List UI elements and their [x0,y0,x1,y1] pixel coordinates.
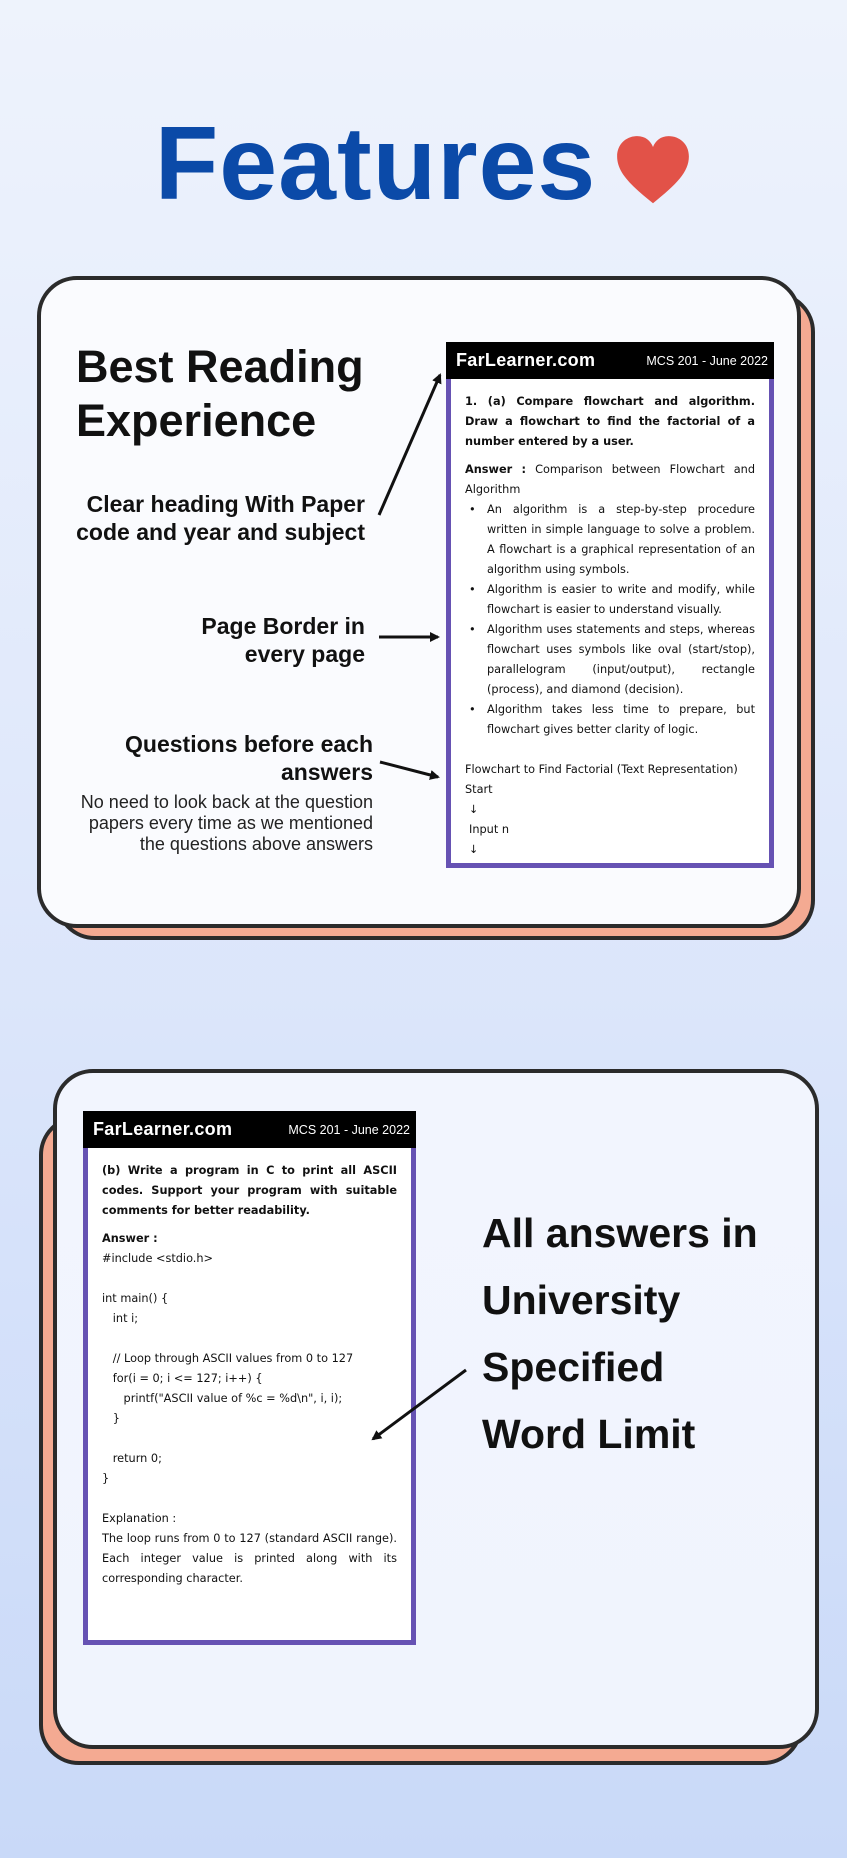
list-item: • Algorithm takes less time to prepare, but flowchart gives better clarity of logic. [469,700,755,740]
doc-paper-code: MCS 201 - June 2022 [288,1122,410,1137]
code-line: #include <stdio.h> [102,1252,214,1265]
label-questions [60,730,373,786]
list-item: • Algorithm is easier to write and modify, while flowchart is easier to understand visually. [469,580,755,620]
label-note [60,792,373,855]
code-line: int i; [102,1312,139,1325]
code-line [102,1269,397,1289]
doc-flow-line: ↓ [469,803,479,816]
doc-body [102,1161,397,1589]
headline-line: All answers in [482,1210,758,1256]
code-line [102,1429,397,1449]
label-line: code and year and subject [76,519,365,545]
headline-line: University [482,1277,681,1323]
code-line: for(i = 0; i <= 127; i++) { [102,1372,263,1385]
document-page-2 [83,1111,416,1645]
note-line: papers every time as we mentioned [88,813,373,833]
code-line: } [102,1472,110,1485]
note-line: No need to look back at the question [80,792,373,812]
doc-explanation-label: Explanation : [102,1512,177,1525]
note-line: the questions above answers [139,834,373,854]
list-item: • An algorithm is a step-by-step procedure written in simple language to solve a problem. A flowchart is a graphical representation of an algorithm using symbols. [469,500,755,580]
doc-flow-line: ↓ [469,843,479,856]
doc-flow-line: Input n [469,823,510,836]
doc-header [446,342,774,379]
doc-bullet-list [469,500,755,740]
card-2-headline [482,1200,758,1468]
code-line: // Loop through ASCII values from 0 to 127 [102,1352,354,1365]
headline-line: Word Limit [482,1411,696,1457]
doc-flow-title: Flowchart to Find Factorial (Text Representation) [465,763,738,776]
label-border [60,612,365,668]
code-line: return 0; [102,1452,162,1465]
headline-line: Best Reading [76,341,364,392]
code-block [102,1249,397,1489]
page-title [0,105,847,224]
headline-line: Experience [76,395,317,446]
doc-header [83,1111,416,1148]
doc-body [465,392,755,860]
doc-explanation: The loop runs from 0 to 127 (standard ASCII range). Each integer value is printed along with its corresponding character. [102,1532,397,1585]
label-heading [60,490,365,546]
list-item: • Algorithm uses statements and steps, whereas flowchart uses symbols like oval (start/stop), parallelogram (input/output), rectangle (process), and diamond (decision). [469,620,755,700]
label-line: Questions before each [125,731,373,757]
title-text: Features [154,106,597,222]
doc-flow-line: Start [465,783,493,796]
headline-line: Specified [482,1344,665,1390]
code-line: int main() { [102,1292,169,1305]
label-line: answers [280,759,373,785]
doc-brand: FarLearner.com [93,1119,233,1139]
answer-label: Answer : [465,463,527,476]
code-line [102,1329,397,1349]
answer-label: Answer : [102,1232,158,1245]
heart-icon [614,133,692,211]
card-1-headline [76,340,364,448]
code-line: } [102,1412,120,1425]
doc-question: (b) Write a program in C to print all ASCII codes. Support your program with suitable comments for better readability. [102,1164,397,1217]
doc-question: 1. (a) Compare flowchart and algorithm. Draw a flowchart to find the factorial of a number entered by a user. [465,395,755,448]
code-line: printf("ASCII value of %c = %d\n", i, i); [102,1392,343,1405]
document-page-1 [446,342,774,868]
doc-paper-code: MCS 201 - June 2022 [646,353,768,368]
label-line: every page [244,641,365,667]
doc-answer-heading [465,460,755,500]
doc-answer-heading [102,1229,397,1249]
doc-brand: FarLearner.com [456,350,596,370]
label-line: Clear heading With Paper [86,491,365,517]
answer-title: Comparison between Flowchart and Algorithm [465,463,755,496]
label-line: Page Border in [201,613,365,639]
